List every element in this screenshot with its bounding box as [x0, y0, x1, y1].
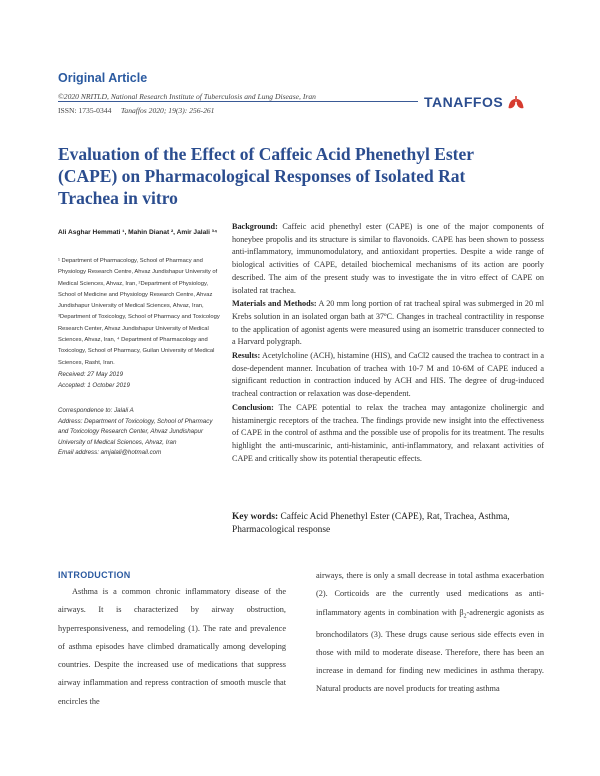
article-title: Evaluation of the Effect of Caffeic Acid Phenethyl Ester (CAPE) on Pharmacological Responses of Isolated Rat Trachea in vitro: [58, 144, 474, 208]
keywords-label: Key words:: [232, 512, 279, 522]
keywords-text: Caffeic Acid Phenethyl Ester (CAPE), Rat, Trachea, Asthma, Pharmacological response: [232, 512, 510, 535]
copyright-line: ©2020 NRITLD, National Research Institute of Tuberculosis and Lung Disease, Iran: [58, 92, 316, 101]
abstract-conclusion: [232, 402, 544, 466]
article-type-label: Original Article: [58, 71, 148, 85]
introduction-paragraph-left: Asthma is a common chronic inflammatory disease of the airways. It is characterized by airway obstruction, hyperresponsiveness, and remodeling (1). The rate and prevalence of asthma episodes have climbed dramatically among developing countries. Despite the increased use of medications that suppress airway inflammation and repress contraction of smooth muscle that encircles the: [58, 587, 286, 706]
correspondence-address: Address: Department of Toxicology, School of Pharmacy and Toxicology Research Center, Ahvaz Jundishapur University of Medical Sciences, Ahvaz, Iran: [58, 417, 213, 446]
introduction-paragraph-right: [316, 567, 544, 699]
issn: ISSN: 1735-0344: [58, 106, 112, 115]
keywords: [232, 511, 544, 537]
methods-label: Materials and Methods:: [232, 299, 317, 309]
introduction-left-column: [58, 583, 286, 711]
author-list: Ali Asghar Hemmati ¹, Mahin Dianat ², Amir Jalali ³⁴: [58, 229, 218, 236]
article-dates: [58, 370, 218, 391]
affiliations: ¹ Department of Pharmacology, School of Pharmacy and Physiology Research Centre, Ahvaz Jundishapur University of Medical Sciences, Ahvaz, Iran, ²Department of Physiology, School of Medicine and Physiology Research Centre, Ahvaz Jundishapur University of Medical Sciences, Ahvaz, Iran, ³Department of Toxicology, School of Pharmacy and Toxicology Research Center, Ahvaz Jundishapur University of Medical Sciences, Ahvaz, Iran, ⁴ Department of Pharmacology and Toxicology, School of Pharmacy, Guilan University of Medical Sciences, Rasht, Iran.: [58, 258, 220, 366]
correspondence-to: Correspondence to: Jalali A: [58, 407, 134, 414]
journal-citation: Tanaffos 2020; 19(3): 256-261: [120, 106, 215, 115]
accepted-date: Accepted: 1 October 2019: [58, 381, 130, 389]
abstract-methods: [232, 298, 544, 349]
results-text: Acetylcholine (ACH), histamine (HIS), and CaCl2 caused the trachea to contract in a dose-dependent manner. Incubation of trachea with 10-7 M and 10-6M of CAPE induced a significant reduction in contraction induced by ACH and HIS. The degree of drug-induced tracheal contraction or relaxation was dose-dependent.: [232, 351, 544, 399]
intro-right-part2: -adrenergic agonists as bronchodilators (3). These drugs cause serious side effects even in those with mild to moderate disease. Therefore, there has been an increase in demand for finding new medicines in asthma therapy. Natural products are novel products for treating asthma: [316, 607, 544, 694]
header-divider: [58, 101, 418, 102]
introduction-heading: INTRODUCTION: [58, 570, 131, 580]
results-label: Results:: [232, 351, 261, 361]
correspondence-block: [58, 406, 224, 459]
conclusion-label: Conclusion:: [232, 402, 274, 412]
received-date: Received: 27 May 2019: [58, 371, 124, 378]
journal-name: TANAFFOS: [424, 94, 504, 110]
background-label: Background:: [232, 222, 278, 231]
beta-subscript: 2: [463, 613, 467, 620]
abstract-background: [232, 221, 544, 297]
correspondence-email: Email address: amjalali@hotmail.com: [58, 449, 162, 456]
conclusion-text: The CAPE potential to relax the trachea may antagonize cholinergic and histaminergic receptors of the trachea. The findings provide new insight into the effectiveness of CAPE in the control of asthma and the possible use of propolis for its treatment. The results highlight the anti-muscarinic, anti-histaminic, anti-inflammatory, and relaxant activities of CAPE and critically show its potential therapeutic effects.: [232, 402, 545, 463]
abstract: [232, 221, 544, 466]
issn-line: [58, 106, 214, 115]
methods-text: A 20 mm long portion of rat tracheal spiral was submerged in 20 ml Krebs solution in an isolated organ bath at 37ºC. Changes in tracheal contractility in response to the application of agonist agents were measured using an isometric transducer connected to a Harvard polygraph.: [232, 299, 544, 347]
journal-logo[interactable]: [424, 94, 525, 110]
abstract-results: [232, 350, 544, 401]
intro-right-part1: airways, there is only a small decrease in total asthma exacerbation (2). Corticoids are the currently used medications as anti-inflammatory agents in combination with β: [316, 571, 544, 617]
background-text: Caffeic acid phenethyl ester (CAPE) is one of the major components of honeybee propolis and its structure is similar to flavonoids. CAPE has been shown to possess anti-inflammatory, immunomodulatory, and antioxidant properties. Despite a wide range of biological activities of CAPE, detailed biochemical mechanisms of its action are poorly described. The aim of the present study was to investigate the in vitro effect of CAPE on isolated rat trachea.: [232, 222, 544, 295]
lungs-logo-icon: [507, 95, 525, 110]
introduction-right-column: [316, 567, 544, 699]
